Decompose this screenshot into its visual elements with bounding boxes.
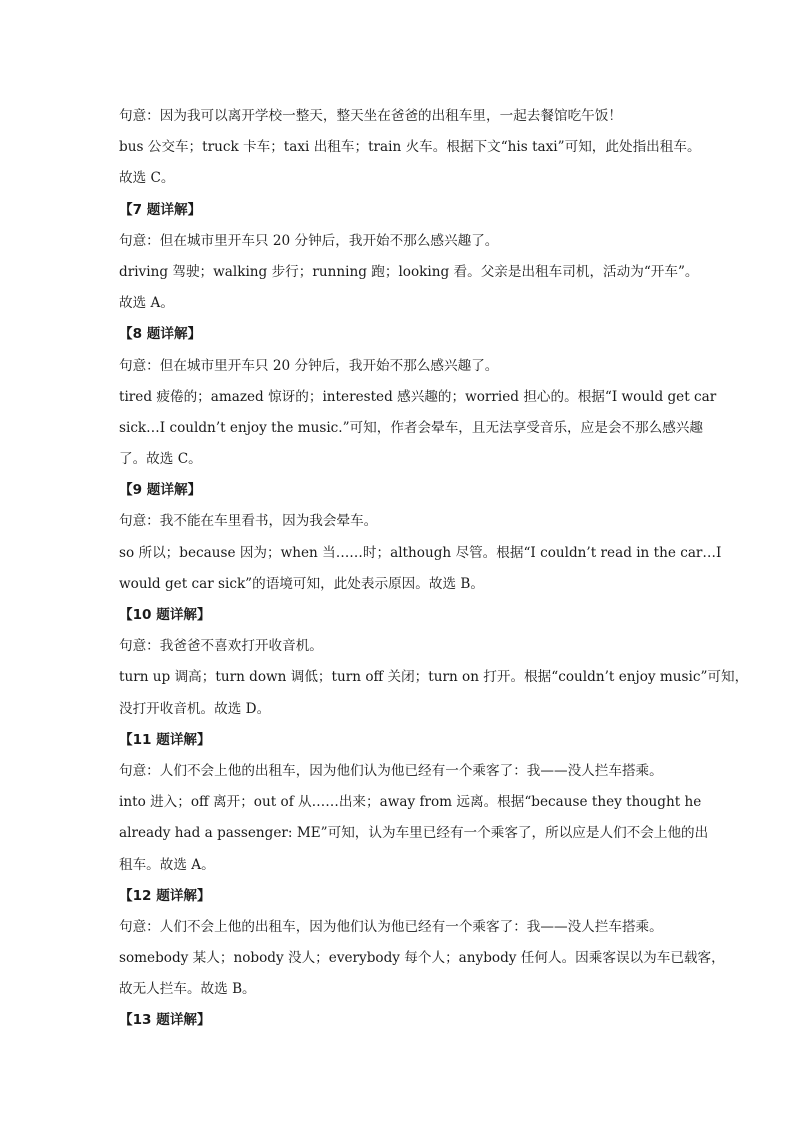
text-line: 故无人拦车。故选 B。 <box>119 981 256 998</box>
text-line: bus 公交车；truck 卡车；taxi 出租车；train 火车。根据下文“his taxi”可知，此处指出租车。 <box>119 139 701 156</box>
text-line: 句意：人们不会上他的出租车，因为他们认为他已经有一个乘客了：我——没人拦车搭乘。 <box>119 918 663 935</box>
text-line: into 进入；off 离开；out of 从……出来；away from 远离。根据“because they thought he <box>119 794 702 811</box>
section-heading: 【9 题详解】 <box>119 482 202 499</box>
section-heading: 【13 题详解】 <box>119 1012 211 1029</box>
section-heading: 【8 题详解】 <box>119 326 202 343</box>
section-heading: 【10 题详解】 <box>119 607 211 623</box>
section-heading: 【11 题详解】 <box>119 731 211 748</box>
text-line: driving 驾驶；walking 步行；running 跑；looking 看。父亲是出租车司机，活动为“开车”。 <box>119 263 699 280</box>
text-line: already had a passenger: ME”可知，认为车里已经有一个乘客了，所以应是人们不会上他的出 <box>119 825 709 842</box>
text-line: tired 疲倦的；amazed 惊讶的；interested 感兴趣的；worried 担心的。根据“I would get car <box>119 388 717 405</box>
text-line: 句意：但在城市里开车只 20 分钟后，我开始不那么感兴趣了。 <box>119 232 499 249</box>
text-line: 句意：我不能在车里看书，因为我会晕车。 <box>119 513 378 530</box>
text-line: 故选 C。 <box>119 170 175 187</box>
text-line: somebody 某人；nobody 没人；everybody 每个人；anybody 任何人。因乘客误以为车已载客， <box>119 950 725 967</box>
text-line: 句意：因为我可以离开学校一整天，整天坐在爸爸的出租车里，一起去餐馆吃午饭！ <box>119 108 622 124</box>
text-line: 故选 A。 <box>119 295 174 312</box>
text-line: 句意：我爸爸不喜欢打开收音机。 <box>119 638 323 655</box>
section-heading: 【12 题详解】 <box>119 887 211 904</box>
text-line: 租车。故选 A。 <box>119 856 215 873</box>
text-line: turn up 调高；turn down 调低；turn off 关闭；turn on 打开。根据“couldn’t enjoy music”可知， <box>119 669 749 686</box>
text-line: sick…I couldn’t enjoy the music.”可知，作者会晕车，且无法享受音乐，应是会不那么感兴趣 <box>119 419 703 436</box>
text-line: 了。故选 C。 <box>119 451 202 468</box>
text-line: 句意：人们不会上他的出租车，因为他们认为他已经有一个乘客了：我——没人拦车搭乘。 <box>119 762 663 779</box>
document-body <box>119 101 749 1037</box>
text-line: so 所以；because 因为；when 当……时；although 尽管。根据“I couldn’t read in the car…I <box>119 544 722 561</box>
text-line: 没打开收音机。故选 D。 <box>119 700 271 717</box>
text-line: 句意：但在城市里开车只 20 分钟后，我开始不那么感兴趣了。 <box>119 357 499 374</box>
section-heading: 【7 题详解】 <box>119 201 202 218</box>
text-line: would get car sick”的语境可知，此处表示原因。故选 B。 <box>119 575 484 592</box>
